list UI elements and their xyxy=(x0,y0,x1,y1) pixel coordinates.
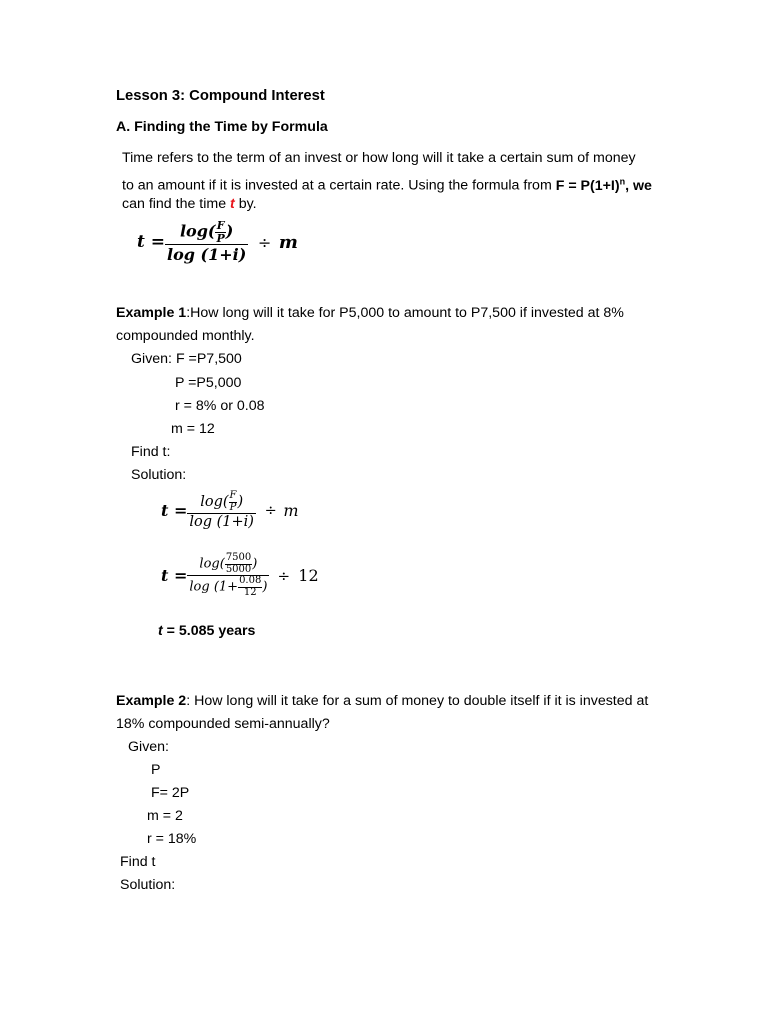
intro-line-3 xyxy=(122,195,257,213)
example-1-result xyxy=(158,622,255,640)
example-2-label: Example 2 xyxy=(116,693,187,709)
intro-line-2 xyxy=(122,172,652,195)
intro-line-3-tail: by. xyxy=(234,196,257,212)
example-2-find: Find t xyxy=(120,854,156,870)
example-1-find: Find t: xyxy=(131,444,171,460)
rate-bottom: 12 xyxy=(243,586,257,598)
example-1-label: Example 1 xyxy=(116,305,187,321)
main-time-formula xyxy=(137,220,298,264)
f-over-p xyxy=(215,220,225,244)
m-symbol: m xyxy=(278,231,298,253)
result-value: = 5.085 years xyxy=(162,623,256,639)
log-close: ) xyxy=(225,221,234,241)
rate-fraction xyxy=(238,576,262,598)
lesson-title: Lesson 3: Compound Interest xyxy=(116,88,325,104)
m-value: 12 xyxy=(298,566,319,585)
log-close: ) xyxy=(237,494,244,510)
log-prefix: log( xyxy=(199,556,225,572)
divide-sign: ÷ xyxy=(257,232,272,252)
formula-numerator xyxy=(165,220,248,245)
intro-line-2-tail: , we xyxy=(625,177,652,194)
intro-line-2-text: to an amount if it is invested at a certain rate. Using the formula from xyxy=(122,177,556,194)
result-variable: t xyxy=(158,623,163,639)
divide-sign: ÷ xyxy=(277,566,291,585)
intro-line-1: Time refers to the term of an invest or how long will it take a certain sum of money xyxy=(122,150,636,166)
example-2-given: Given: xyxy=(128,739,170,755)
p-symbol: P xyxy=(229,501,237,513)
example-2-question: : How long will it take for a sum of money to double itself if it is invested at xyxy=(186,693,649,709)
example-2-solution: Solution: xyxy=(120,877,176,893)
section-heading: A. Finding the Time by Formula xyxy=(116,119,328,135)
formula-numerator xyxy=(187,553,269,576)
example-1-given-r: r = 8% or 0.08 xyxy=(175,398,265,414)
intro-line-3-text: can find the time xyxy=(122,196,231,212)
example-1-given-m: m = 12 xyxy=(171,421,215,437)
formula-lhs: t = xyxy=(161,566,188,585)
formula-fraction xyxy=(165,220,248,264)
example-2-given-p: P xyxy=(151,762,161,778)
ratio-top: 7500 xyxy=(225,552,252,563)
m-symbol: m xyxy=(283,501,299,520)
formula-fraction xyxy=(187,553,269,598)
log-prefix: log( xyxy=(200,494,229,510)
compound-formula-text: F = P(1+I) xyxy=(555,177,620,194)
example-2-line-2: 18% compounded semi-annually? xyxy=(116,716,330,732)
example-1-solution: Solution: xyxy=(131,467,187,483)
ratio-bottom: 5000 xyxy=(225,563,252,575)
formula-lhs: t = xyxy=(161,501,188,520)
example-2-given-m: m = 2 xyxy=(147,808,183,824)
den-prefix: log (1+ xyxy=(189,579,239,595)
den-close: ) xyxy=(262,579,268,595)
formula-numerator xyxy=(187,491,256,514)
p-symbol: P xyxy=(216,231,225,245)
time-variable-highlight: t xyxy=(230,196,235,212)
formula-denominator: log (1+i) xyxy=(167,245,247,265)
log-prefix: log( xyxy=(179,221,216,241)
f-symbol: F xyxy=(216,219,225,232)
example-1-given-p: P =P5,000 xyxy=(175,375,242,391)
ratio-fraction xyxy=(225,553,252,575)
compound-formula-exponent: n xyxy=(619,176,626,186)
formula-denominator xyxy=(187,576,269,598)
formula-fraction xyxy=(187,491,256,530)
example-2-given-f: F= 2P xyxy=(151,785,190,801)
example-1-line-2: compounded monthly. xyxy=(116,328,255,344)
example-1-given: Given: F =P7,500 xyxy=(131,351,242,367)
example-2-given-r: r = 18% xyxy=(147,831,197,847)
compound-formula-inline xyxy=(556,178,652,194)
example-1-substituted-formula xyxy=(161,553,319,598)
example-1-line-1 xyxy=(116,304,624,322)
formula-denominator: log (1+i) xyxy=(189,514,254,530)
formula-lhs: t = xyxy=(137,232,166,253)
rate-top: 0.08 xyxy=(239,575,262,586)
example-1-formula xyxy=(161,491,299,530)
log-close: ) xyxy=(252,556,258,572)
example-2-line-1 xyxy=(116,692,648,710)
divide-sign: ÷ xyxy=(264,502,277,519)
f-symbol: F xyxy=(229,490,237,501)
example-1-question: :How long will it take for P5,000 to amount to P7,500 if invested at 8% xyxy=(186,305,624,321)
